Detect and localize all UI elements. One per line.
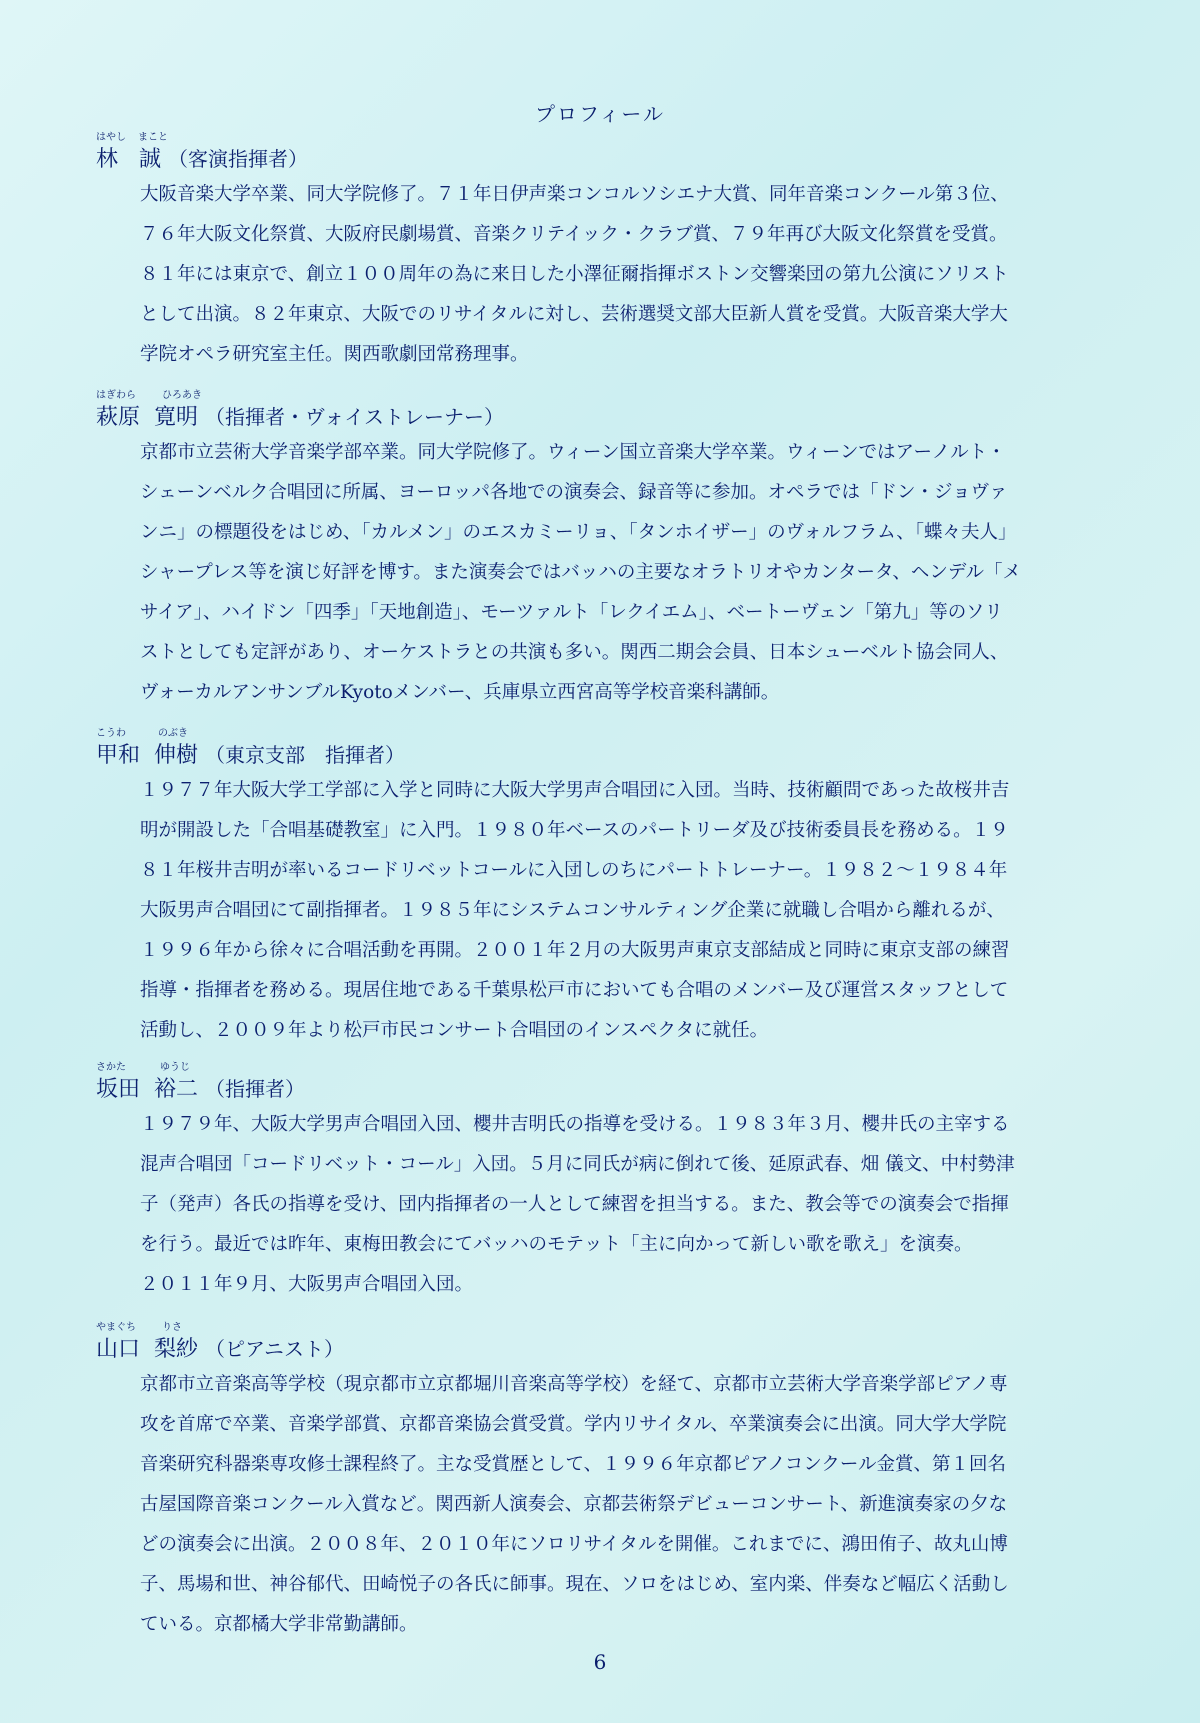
- bio-line: 子（発声）各氏の指導を受け、団内指揮者の一人として練習を担当する。また、教会等での演奏会で指揮: [140, 1194, 1009, 1215]
- bio-line: ７６年大阪文化祭賞、大阪府民劇場賞、音楽クリテイック・クラブ賞、７９年再び大阪文化祭賞を受賞。: [140, 224, 1008, 245]
- bio-line: 大阪男声合唱団にて副指揮者。１９８５年にシステムコンサルティング企業に就職し合唱から離れるが、: [140, 900, 1005, 921]
- bio-line: 学院オペラ研究室主任。関西歌劇団常務理事。: [140, 344, 529, 365]
- bio-line: どの演奏会に出演。２００８年、２０１０年にソロリサイタルを開催。これまでに、鴻田侑子、故丸山博: [140, 1534, 1008, 1555]
- bio-line: 攻を首席で卒業、音楽学部賞、京都音楽協会賞受賞。学内リサイタル、卒業演奏会に出演。同大学大学院: [140, 1414, 1007, 1435]
- name-ruby: [96, 128, 1136, 144]
- bio-line: 明が開設した「合唱基礎教室」に入門。１９８０年ベースのパートリーダ及び技術委員長を務める。１９: [140, 820, 1009, 841]
- bio-line: 音楽研究科器楽専攻修士課程終了。主な受賞歴として、１９９６年京都ピアノコンクール金賞、第１回名: [140, 1454, 1006, 1475]
- profile-name-header: [96, 1334, 1136, 1365]
- name-ruby: [96, 1058, 1136, 1074]
- bio-line: 子、馬場和世、神谷郁代、田崎悦子の各氏に師事。現在、ソロをはじめ、室内楽、伴奏など幅広く活動し: [140, 1574, 1009, 1595]
- page-number: 6: [593, 1650, 607, 1674]
- role-label: （指揮者・ヴォイストレーナー）: [205, 405, 505, 429]
- profile-bio: [140, 175, 1130, 375]
- profile-entry-sakata: [96, 1058, 1136, 1305]
- family-name: 坂田: [96, 1077, 141, 1102]
- given-name: 伸樹: [154, 743, 199, 768]
- page-title: プロフィール: [535, 102, 665, 126]
- bio-line: 京都市立芸術大学音楽学部卒業。同大学院修了。ウィーン国立音楽大学卒業。ウィーンではアーノルト・: [140, 442, 1006, 463]
- profile-entry-yamaguchi: [96, 1318, 1136, 1645]
- role-label: （客演指揮者）: [168, 147, 309, 171]
- bio-line: 大阪音楽大学卒業、同大学院修了。７１年日伊声楽コンコルソシエナ大賞、同年音楽コンクール第３位、: [140, 184, 1009, 205]
- family-name: 林: [96, 147, 119, 172]
- role-label: （ピアニスト）: [205, 1337, 345, 1361]
- profile-name-header: [96, 402, 1136, 433]
- given-name: 裕二: [154, 1077, 199, 1102]
- profile-entry-kouwa: [96, 724, 1136, 1051]
- profile-bio: [140, 1105, 1130, 1305]
- ruby-given: りさ: [162, 1322, 182, 1333]
- given-name: 寛明: [154, 405, 199, 430]
- ruby-family: さかた: [96, 1062, 126, 1073]
- profile-bio: [140, 1365, 1130, 1645]
- given-name: 誠: [139, 147, 162, 172]
- profile-name-header: [96, 740, 1136, 771]
- profile-entry-hagiwara: [96, 386, 1136, 713]
- name-ruby: [96, 724, 1136, 740]
- profile-entry-hayashi: [96, 128, 1136, 375]
- profile-bio: [140, 771, 1130, 1051]
- bio-line: １９９６年から徐々に合唱活動を再開。２００１年２月の大阪男声東京支部結成と同時に東京支部の練習: [140, 940, 1010, 961]
- bio-line: として出演。８２年東京、大阪でのリサイタルに対し、芸術選奨文部大臣新人賞を受賞。大阪音楽大学大: [140, 304, 1008, 325]
- ruby-family: こうわ: [96, 728, 126, 739]
- name-ruby: [96, 386, 1136, 402]
- ruby-given: のぶき: [158, 728, 188, 739]
- role-label: （指揮者）: [205, 1077, 306, 1101]
- family-name: 山口: [96, 1337, 141, 1362]
- bio-line: 指導・指揮者を務める。現居住地である千葉県松戸市においても合唱のメンバー及び運営スタッフとして: [140, 980, 1009, 1001]
- bio-line: ８１年には東京で、創立１００周年の為に来日した小澤征爾指揮ボストン交響楽団の第九公演にソリスト: [140, 264, 1009, 285]
- bio-line: ストとしても定評があり、オーケストラとの共演も多い。関西二期会会員、日本シューベルト協会同人、: [140, 642, 1009, 663]
- family-name: 萩原: [96, 405, 141, 430]
- profile-name-header: [96, 144, 1136, 175]
- bio-line: ２０１１年９月、大阪男声合唱団入団。: [140, 1274, 474, 1295]
- bio-line: サイア」、ハイドン「四季」「天地創造」、モーツァルト「レクイエム」、ベートーヴェン「第九」等のソリ: [140, 602, 1003, 623]
- bio-line: 混声合唱団「コードリベット・コール」入団。５月に同氏が病に倒れて後、延原武春、畑 儀文、中村勢津: [140, 1154, 1015, 1175]
- bio-line: ている。京都橘大学非常勤講師。: [140, 1614, 418, 1635]
- bio-line: を行う。最近では昨年、東梅田教会にてバッハのモテット「主に向かって新しい歌を歌え」を演奏。: [140, 1234, 973, 1255]
- bio-line: ８１年桜井吉明が率いるコードリベットコールに入団しのちにパートトレーナー。１９８２～１９８４年: [140, 860, 1008, 881]
- ruby-given: ひろあき: [162, 390, 202, 401]
- bio-line: １９７７年大阪大学工学部に入学と同時に大阪大学男声合唱団に入団。当時、技術顧問であった故桜井吉: [140, 780, 1010, 801]
- bio-line: シェーンベルク合唱団に所属、ヨーロッパ各地での演奏会、録音等に参加。オペラでは「ドン・ジョヴァ: [140, 482, 1008, 503]
- ruby-family: はやし: [96, 132, 126, 143]
- profile-name-header: [96, 1074, 1136, 1105]
- bio-line: 活動し、２００９年より松戸市民コンサート合唱団のインスペクタに就任。: [140, 1020, 769, 1041]
- given-name: 梨紗: [154, 1337, 199, 1362]
- bio-line: １９７９年、大阪大学男声合唱団入団、櫻井吉明氏の指導を受ける。１９８３年３月、櫻井氏の主宰する: [140, 1114, 1010, 1135]
- ruby-given: ゆうじ: [160, 1062, 190, 1073]
- profile-bio: [140, 433, 1130, 713]
- ruby-family: はぎわら: [96, 390, 136, 401]
- name-ruby: [96, 1318, 1136, 1334]
- bio-line: 古屋国際音楽コンクール入賞など。関西新人演奏会、京都芸術祭デビューコンサート、新進演奏家の夕な: [140, 1494, 1008, 1515]
- bio-line: 京都市立音楽高等学校（現京都市立京都堀川音楽高等学校）を経て、京都市立芸術大学音楽学部ピアノ専: [140, 1374, 1008, 1395]
- bio-line: ヴォーカルアンサンブルKyotoメンバー、兵庫県立西宮高等学校音楽科講師。: [140, 682, 780, 703]
- bio-line: ンニ」の標題役をはじめ、「カルメン」のエスカミーリョ、「タンホイザー」のヴォルフラム、「蝶々夫人」: [140, 522, 1017, 543]
- bio-line: シャープレス等を演じ好評を博す。また演奏会ではバッハの主要なオラトリオやカンタータ、ヘンデル「メ: [140, 562, 1021, 583]
- ruby-given: まこと: [138, 132, 168, 143]
- family-name: 甲和: [96, 743, 141, 768]
- role-label: （東京支部 指揮者）: [205, 743, 406, 767]
- ruby-family: やまぐち: [96, 1322, 136, 1333]
